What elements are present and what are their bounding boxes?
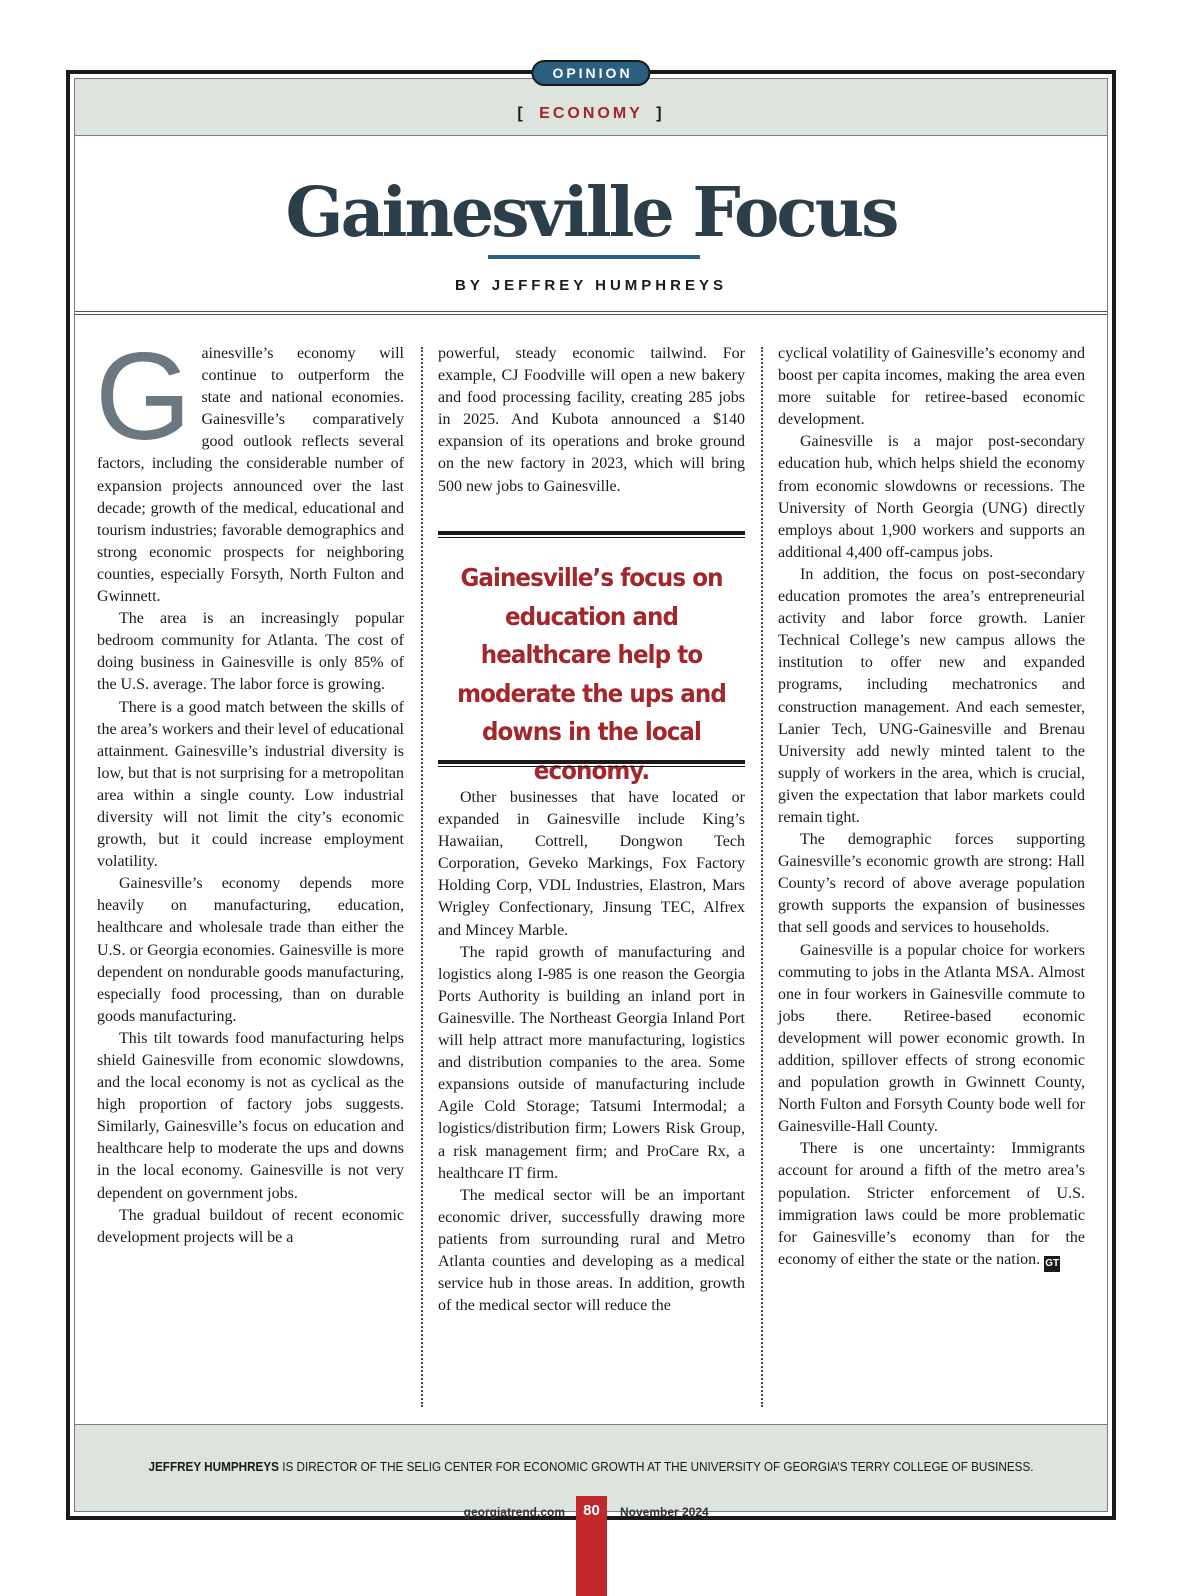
- title-underline: [488, 255, 700, 259]
- author-bio-text: IS DIRECTOR OF THE SELIG CENTER FOR ECONOMIC GROWTH AT THE UNIVERSITY OF GEORGIA’S TERRY COLLEGE OF BUSINESS.: [278, 1459, 1034, 1474]
- author-bio: [127, 1459, 1056, 1474]
- column-1: [95, 328, 404, 1249]
- bracket-close: ]: [656, 105, 665, 122]
- pull-quote: [438, 531, 745, 785]
- end-mark-icon: GT: [1044, 1256, 1060, 1272]
- column-2-top: [438, 343, 745, 498]
- paragraph: The demographic forces supporting Gainesville’s economic growth are strong: Hall County’s record of above average population growth supports the expansion of businesses that sell goods and services to households.: [778, 831, 1085, 937]
- column-divider: [421, 347, 423, 1407]
- footer-issue: November 2024: [620, 1505, 709, 1519]
- paragraph: powerful, steady economic tailwind. For example, CJ Foodville will open a new bakery and food processing facility, creating 285 jobs in 2025. And Kubota announced a $140 expansion of its operations and broke ground on the new factory in 2023, which will bring 500 new jobs to Gainesville.: [438, 345, 745, 495]
- pull-quote-text: Gainesville’s focus on education and healthcare help to moderate the ups and downs in the local economy.: [457, 563, 726, 785]
- paragraph: cyclical volatility of Gainesville’s economy and boost per capita incomes, making the area even more suitable for retiree-based economic development.: [778, 345, 1085, 429]
- paragraph: There is a good match between the skills of the area’s workers and their level of educational attainment. Gainesville’s industrial diversity is low, but that is not surprising for a metropolitan area within a single county. Low industrial diversity will not limit the city’s economic growth, but it could increase employment volatility.: [97, 698, 404, 871]
- page-footer: [0, 1496, 1200, 1596]
- column-3: [778, 343, 1085, 1272]
- section-label: ECONOMY: [539, 105, 643, 122]
- bracket-open: [: [517, 105, 526, 122]
- pull-quote-rule: [438, 531, 745, 538]
- paragraph: The medical sector will be an important economic driver, successfully drawing more patients from surrounding rural and Metro Atlanta counties and developing as a medical service hub in those areas. In addition, growth of the medical sector will reduce the: [438, 1186, 745, 1315]
- article-frame: [66, 65, 1116, 1520]
- article-inner: [74, 78, 1108, 1512]
- title-area: [75, 135, 1107, 315]
- paragraph: This tilt towards food manufacturing helps shield Gainesville from economic slowdowns, and the local economy is not as cyclical as the high proportion of factory jobs suggests. Similarly, Gainesville’s focus on education and healthcare help to moderate the ups and downs in the local economy. Gainesville is not very dependent on government jobs.: [97, 1029, 404, 1202]
- paragraph: Gainesville is a major post-secondary education hub, which helps shield the economy from economic slowdowns or recessions. The University of North Georgia (UNG) directly employs about 1,900 workers and supports an additional 4,400 off-campus jobs.: [778, 433, 1085, 561]
- opinion-badge: OPINION: [531, 60, 650, 86]
- paragraph: The rapid growth of manufacturing and logistics along I-985 is one reason the Georgia Ports Authority is building an inland port in Gainesville. The Northeast Georgia Inland Port will help attract more manufacturing, logistics and distribution companies to the area. Some expansions outside of manufacturing include Agile Cold Storage; Tatsumi Intermodal; a logistics/distribution firm; Lowers Risk Group, a risk management firm; and ProCare Rx, a healthcare IT firm.: [438, 943, 745, 1182]
- paragraph: Gainesville’s economy depends more heavily on manufacturing, education, healthcare and wholesale trade than either the U.S. or Georgia economies. Gainesville is more dependent on nondurable goods manufacturing, especially food processing, than on durable goods manufacturing.: [97, 875, 404, 1025]
- dropcap: G: [95, 328, 192, 466]
- header-band: [75, 79, 1107, 136]
- paragraph: Gainesville is a popular choice for workers commuting to jobs in the Atlanta MSA. Almost one in four workers in Gainesville commute to jobs there. Retiree-based economic development will power economic growth. In addition, spillover effects of strong economic and population growth in Gwinnett County, North Fulton and Forsyth County bode well for Gainesville-Hall County.: [778, 941, 1085, 1136]
- paragraph: Gainesville’s economy will continue to outperform the state and national economies. Gainesville’s comparatively good outlook reflects several factors, including the considerable number of expansion projects announced over the last decade; growth of the medical, educational and tourism industries; favorable demographics and strong economic prospects for neighboring counties, especially Forsyth, North Fulton and Gwinnett.: [95, 328, 404, 606]
- section-tag: [75, 105, 1107, 123]
- paragraph: There is one uncertainty: Immigrants account for around a fifth of the metro area’s population. Stricter enforcement of U.S. immigration laws could be more problematic for Gainesville’s economy than for the economy of either the state or the nation. GT: [778, 1138, 1085, 1271]
- byline: BY JEFFREY HUMPHREYS: [455, 277, 727, 294]
- paragraph: Other businesses that have located or expanded in Gainesville include King’s Hawaiian, Cottrell, Dongwon Tech Corporation, Geveko Markings, Fox Factory Holding Corp, VDL Industries, Elastron, Mars Wrigley Confectionary, Jinsung TEC, Alfrex and Mincey Marble.: [438, 789, 745, 939]
- pull-quote-rule: [438, 760, 745, 767]
- paragraph: The area is an increasingly popular bedroom community for Atlanta. The cost of doing business in Gainesville is only 85% of the U.S. average. The labor force is growing.: [97, 610, 404, 694]
- column-2-bottom: [438, 787, 745, 1317]
- column-divider: [761, 347, 763, 1407]
- page-number: 80: [576, 1496, 607, 1596]
- page-title: Gainesville Focus: [285, 173, 897, 253]
- author-name: JEFFREY HUMPHREYS: [148, 1459, 279, 1474]
- footer-site: georgiatrend.com: [463, 1505, 565, 1519]
- paragraph: The gradual buildout of recent economic development projects will be a: [97, 1206, 404, 1246]
- paragraph: In addition, the focus on post-secondary education promotes the area’s entrepreneurial activity and labor force growth. Lanier Technical College’s new campus allows the institution to offer new and expanded programs, including mechatronics and construction management. And each semester, Lanier Tech, UNG-Gainesville and Brenau University add newly minted talent to the supply of workers in the area, which is crucial, given the expectation that labor markets could remain tight.: [778, 565, 1085, 826]
